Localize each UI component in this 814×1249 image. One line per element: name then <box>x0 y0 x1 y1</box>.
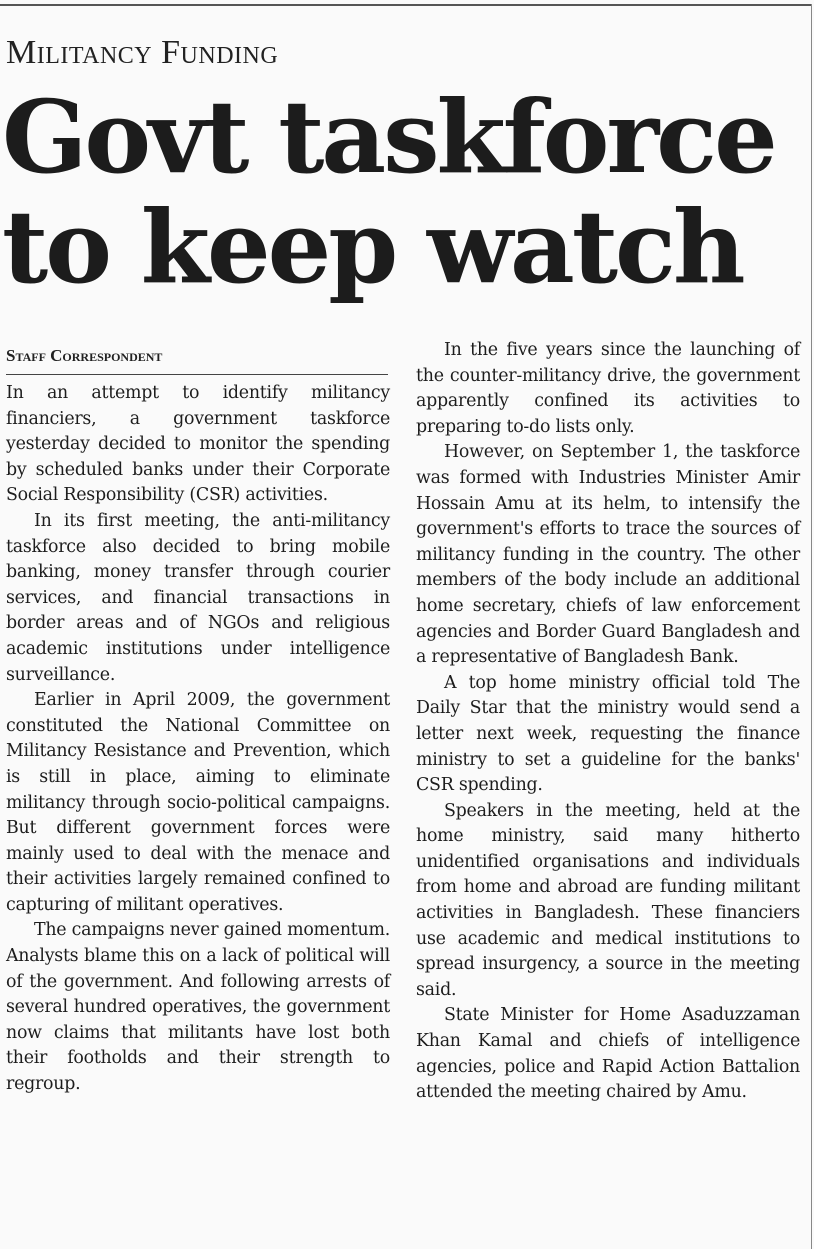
article-kicker: Militancy Funding <box>6 34 279 71</box>
byline-divider <box>6 374 388 375</box>
right-rule <box>811 4 812 1249</box>
article-paragraph: Speakers in the meeting, held at the home ministry, said many hitherto unidentified organisations and individuals from home and abroad are funding militant activities in Bangladesh. These financiers use academic and medical institutions to spread insurgency, a source in the meeting said. <box>416 800 800 1000</box>
article-paragraph: A top home ministry official told The Daily Star that the ministry would send a letter next week, requesting the finance ministry to set a guideline for the banks' CSR spending. <box>416 672 800 796</box>
top-rule <box>0 4 812 6</box>
article-paragraph: In an attempt to identify militancy financiers, a government taskforce yesterday decided to monitor the spending by scheduled banks under their Corporate Social Responsibility (CSR) activities. <box>6 383 390 506</box>
article-paragraph: Earlier in April 2009, the government constituted the National Committee on Militancy Resistance and Prevention, which is still in place, aiming to eliminate militancy through socio-political campaigns. But different government forces were mainly used to deal with the menace and their activities largely remained confined to capturing of militant operatives. <box>6 690 390 915</box>
article-paragraph: In its first meeting, the anti-militancy taskforce also decided to bring mobile banking, money transfer through courier services, and financial transactions in border areas and of NGOs and religious academic institutions under intelligence surveillance. <box>6 510 390 685</box>
article-paragraph: State Minister for Home Asaduzzaman Khan Kamal and chiefs of intelligence agencies, police and Rapid Action Battalion attended the meeting chaired by Amu. <box>416 1005 800 1103</box>
article-column-right <box>416 338 800 1106</box>
article-paragraph: In the five years since the launching of the counter-militancy drive, the government apparently confined its activities to preparing to-do lists only. <box>416 340 800 437</box>
article-column-left <box>6 381 390 1098</box>
article-byline: Staff Correspondent <box>6 346 163 365</box>
article-paragraph: However, on September 1, the taskforce was formed with Industries Minister Amir Hossain Amu at its helm, to intensify the government's efforts to trace the sources of militancy funding in the country. The other members of the body include an additional home secretary, chiefs of law enforcement agencies and Border Guard Bangladesh and a representative of Bangladesh Bank. <box>416 442 800 668</box>
article-headline: Govt taskforce to keep watch <box>2 78 775 306</box>
article-paragraph: The campaigns never gained momentum. Analysts blame this on a lack of political will of the government. And following arrests of several hundred operatives, the government now claims that militants have lost both their footholds and their strength to regroup. <box>6 920 390 1095</box>
